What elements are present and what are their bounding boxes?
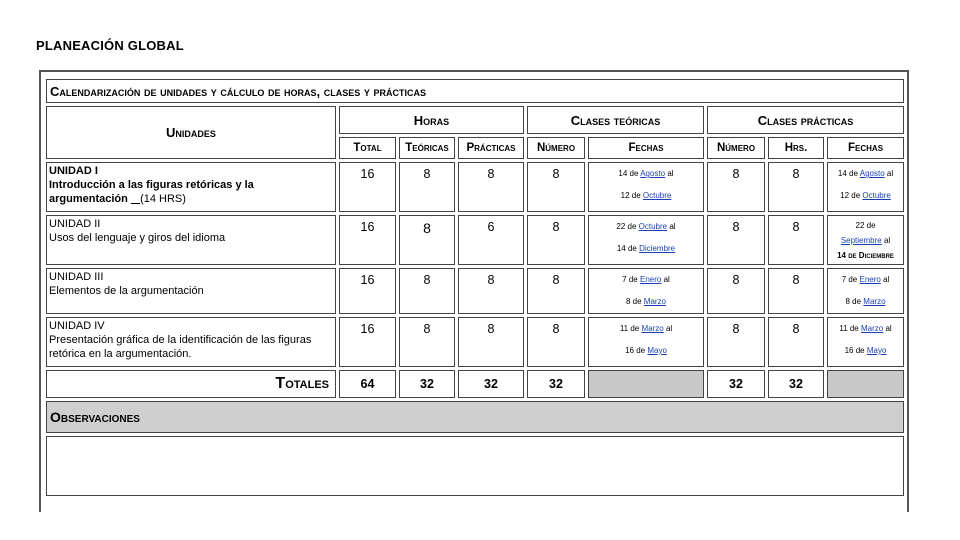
unit-name: UNIDAD III	[49, 271, 104, 283]
total-total: 64	[339, 370, 396, 398]
planning-table	[43, 76, 907, 499]
cell-total: 16	[339, 268, 396, 314]
cell-ct-fechas: 11 de Marzo al 16 de Mayo	[588, 317, 704, 367]
cell-teoricas: 8	[399, 215, 455, 265]
header-numero-practicas: Número	[707, 137, 765, 159]
observaciones-header: Observaciones	[46, 401, 904, 433]
header-unidades: Unidades	[46, 106, 336, 159]
month-link[interactable]: Marzo	[861, 324, 884, 333]
month-link[interactable]: Agosto	[859, 169, 885, 178]
month-link[interactable]: Septiembre	[840, 236, 882, 245]
header-teoricas: Teóricas	[399, 137, 455, 159]
unit-name: UNIDAD I	[49, 165, 98, 177]
total-ct-fechas-empty	[588, 370, 704, 398]
month-link[interactable]: Marzo	[641, 324, 664, 333]
total-ct-numero: 32	[527, 370, 585, 398]
total-cp-fechas-empty	[827, 370, 904, 398]
total-teoricas: 32	[399, 370, 455, 398]
cell-cp-hrs: 8	[768, 215, 824, 265]
month-link[interactable]: Octubre	[642, 191, 672, 200]
cell-cp-numero: 8	[707, 317, 765, 367]
header-hrs: Hrs.	[768, 137, 824, 159]
cell-cp-hrs: 8	[768, 268, 824, 314]
cell-practicas: 8	[458, 317, 524, 367]
unit-description: Presentación gráfica de la identificación de las figuras retórica en la argumentación.	[49, 333, 312, 360]
unit-name: UNIDAD II	[49, 218, 101, 230]
table-row	[46, 215, 904, 265]
cell-ct-fechas: 22 de Octubre al 14 de Diciembre	[588, 215, 704, 265]
cell-cp-hrs: 8	[768, 162, 824, 212]
unit-cell	[46, 317, 336, 367]
cell-cp-fechas: 11 de Marzo al 16 de Mayo	[827, 317, 904, 367]
month-link[interactable]: Mayo	[866, 346, 887, 355]
unit-description: Introducción a las figuras retóricas y la argumentación (14 HRS)	[49, 178, 254, 205]
unit-name: UNIDAD IV	[49, 320, 105, 332]
total-cp-numero: 32	[707, 370, 765, 398]
header-total: Total	[339, 137, 396, 159]
table-row	[46, 268, 904, 314]
table-row	[46, 317, 904, 367]
cell-ct-fechas: 14 de Agosto al 12 de Octubre	[588, 162, 704, 212]
total-practicas: 32	[458, 370, 524, 398]
unit-cell	[46, 268, 336, 314]
cell-teoricas: 8	[399, 268, 455, 314]
cell-cp-numero: 8	[707, 268, 765, 314]
unit-hours-note: (14 HRS)	[140, 192, 186, 205]
month-link[interactable]: Mayo	[647, 346, 667, 355]
header-fechas-practicas: Fechas	[827, 137, 904, 159]
month-link[interactable]: Agosto	[640, 169, 666, 178]
cell-teoricas: 8	[399, 317, 455, 367]
observaciones-body[interactable]	[46, 436, 904, 496]
cell-practicas: 8	[458, 162, 524, 212]
unit-description: Usos del lenguaje y giros del idioma	[49, 231, 226, 244]
header-horas: Horas	[339, 106, 524, 134]
month-link[interactable]: Octubre	[638, 222, 668, 231]
month-link[interactable]: Diciembre	[639, 244, 676, 253]
header-clases-practicas: Clases prácticas	[707, 106, 904, 134]
cell-cp-numero: 8	[707, 215, 765, 265]
cell-ct-fechas: 7 de Enero al 8 de Marzo	[588, 268, 704, 314]
cell-cp-fechas: 22 de Septiembre al 14 de Diciembre	[827, 215, 904, 265]
cell-total: 16	[339, 317, 396, 367]
cell-ct-numero: 8	[527, 215, 585, 265]
table-title: Calendarización de unidades y cálculo de horas, clases y prácticas	[46, 79, 904, 103]
month-link[interactable]: Enero	[859, 275, 881, 284]
month-link[interactable]: Octubre	[862, 191, 891, 200]
month-link[interactable]: Marzo	[643, 297, 667, 306]
cell-cp-numero: 8	[707, 162, 765, 212]
cell-total: 16	[339, 162, 396, 212]
unit-cell	[46, 215, 336, 265]
cell-teoricas: 8	[399, 162, 455, 212]
cell-cp-fechas: 14 de Agosto al 12 de Octubre	[827, 162, 904, 212]
header-fechas: Fechas	[588, 137, 704, 159]
total-cp-hrs: 32	[768, 370, 824, 398]
cell-practicas: 8	[458, 268, 524, 314]
header-practicas: Prácticas	[458, 137, 524, 159]
month-link[interactable]: Marzo	[863, 297, 886, 306]
header-numero: Número	[527, 137, 585, 159]
unit-cell	[46, 162, 336, 212]
totals-row	[46, 370, 904, 398]
cell-ct-numero: 8	[527, 317, 585, 367]
table-row	[46, 162, 904, 212]
unit-description: Elementos de la argumentación	[49, 284, 204, 297]
header-clases-teoricas: Clases teóricas	[527, 106, 704, 134]
cell-practicas: 6	[458, 215, 524, 265]
cell-cp-hrs: 8	[768, 317, 824, 367]
cell-ct-numero: 8	[527, 162, 585, 212]
page-title: PLANEACIÓN GLOBAL	[36, 38, 184, 53]
month-link[interactable]: Enero	[639, 275, 662, 284]
cell-ct-numero: 8	[527, 268, 585, 314]
cell-cp-fechas: 7 de Enero al 8 de Marzo	[827, 268, 904, 314]
totals-label: Totales	[46, 370, 336, 398]
cell-total: 16	[339, 215, 396, 265]
